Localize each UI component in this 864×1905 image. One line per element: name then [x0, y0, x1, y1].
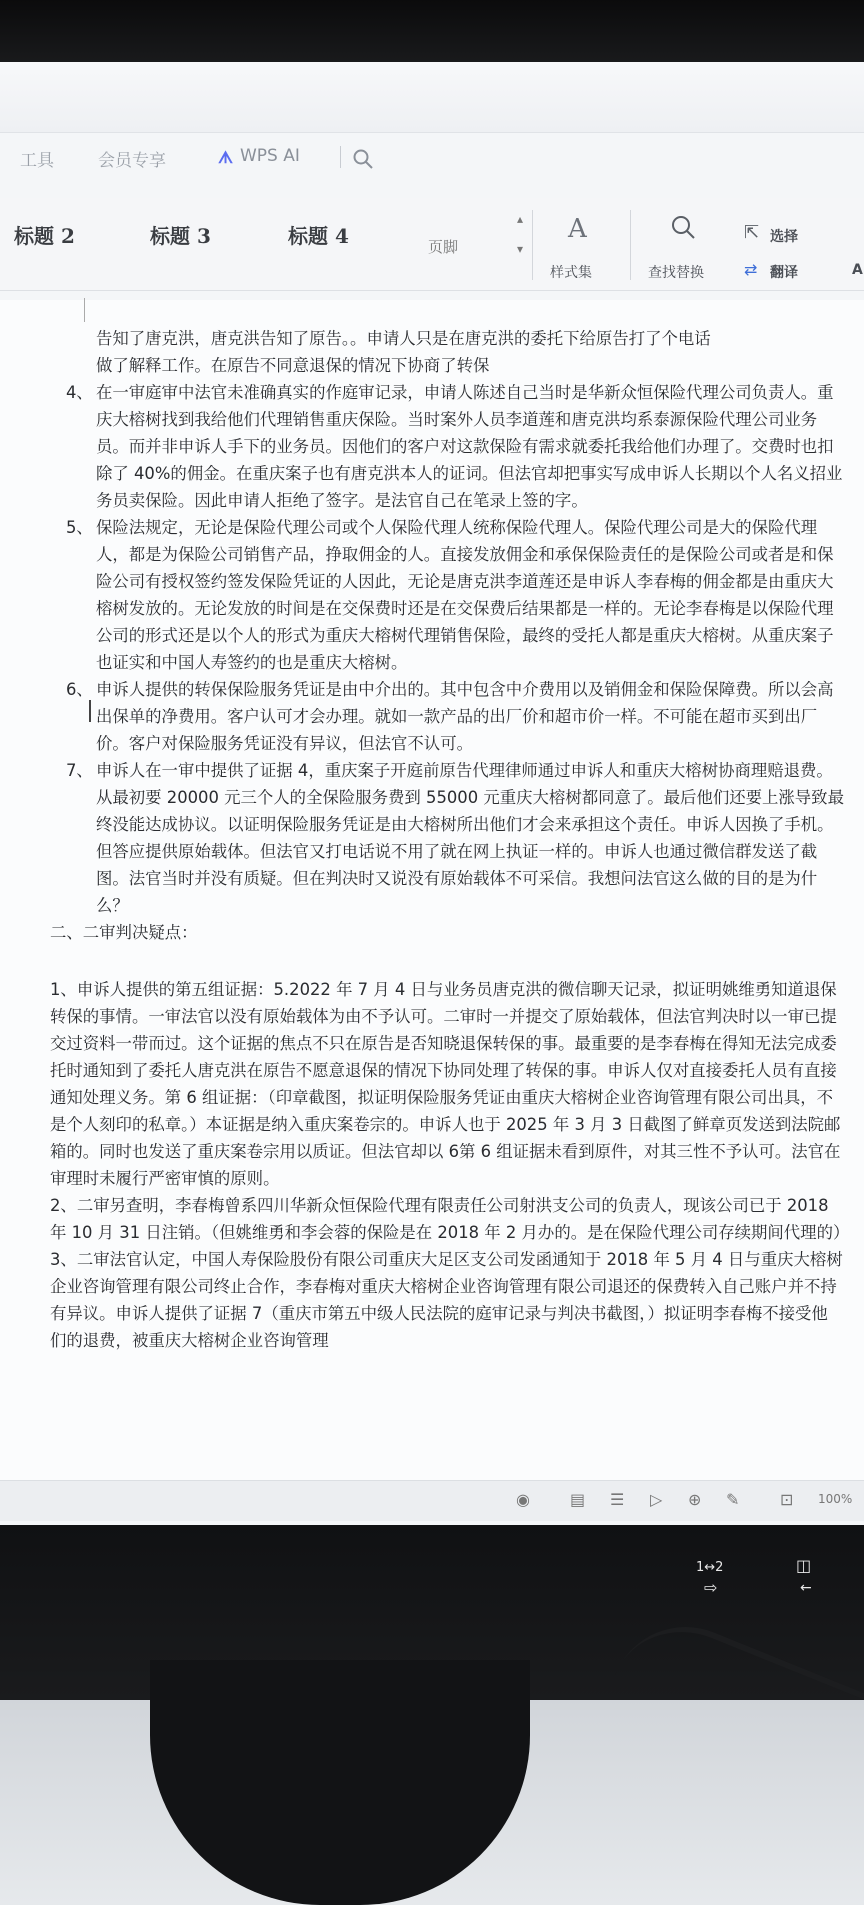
- find-replace-icon[interactable]: [670, 214, 696, 240]
- reading-mode-icon[interactable]: ◉: [516, 1490, 530, 1509]
- menu-item-tools[interactable]: 工具: [20, 151, 54, 171]
- style-heading-2[interactable]: 标题 2: [14, 224, 75, 248]
- paragraph: 2、二审另查明，李春梅曾系四川华新众恒保险代理有限责任公司射洪支公司的负责人，现该公司已于 2018 年 10 月 31 日注销。（但姚维勇和李会蓉的保险是在 2018 年 2 月办的。是在保险代理公司存续期间代理的）: [50, 1196, 850, 1242]
- list-item-number: 6、: [66, 680, 93, 699]
- chevron-down-icon[interactable]: ▾: [517, 242, 524, 256]
- style-heading-3[interactable]: 标题 3: [150, 224, 211, 248]
- list-item-text: 保险法规定，无论是保险代理公司或个人保险代理人统称保险代理人。保险代理公司是大的保险代理人，都是为保险公司销售产品，挣取佣金的人。直接发放佣金和承保保险责任的是保险公司或者是和保险公司有授权签约签发保险凭证的人因此，无论是唐克洪李道莲还是申诉人李春梅的佣金都是由重庆大榕树发放的。无论发放的时间是在交保费时还是在交保费后结果都是一样的。无论李春梅是以保险代理公司的形式还是以个人的形式为重庆大榕树代理销售保险，最终的受托人都是重庆大榕树。从重庆案子也证实和中国人寿签约的也是重庆大榕树。: [96, 518, 834, 672]
- list-item: [66, 757, 844, 919]
- select-button[interactable]: 选择: [770, 229, 798, 245]
- document-body[interactable]: [50, 325, 850, 1354]
- list-item: [66, 514, 844, 676]
- zoom-level[interactable]: 100%: [818, 1492, 853, 1506]
- cursor-select-icon[interactable]: ⇱: [744, 222, 760, 243]
- list-item: [66, 676, 844, 757]
- outline-view-icon[interactable]: ☰: [610, 1490, 625, 1509]
- back-arrow-icon: ←: [800, 1580, 812, 1596]
- list-item-number: 5、: [66, 518, 93, 537]
- section-heading: 二、二审判决疑点：: [50, 923, 198, 942]
- intro-line: 告知了唐克洪，唐克洪告知了原告。。申请人只是在唐克洪的委托下给原告打了个电话: [96, 329, 711, 348]
- list-item-text: 申诉人在一审中提供了证据 4，重庆案子开庭前原告代理律师通过申诉人和重庆大榕树协商理赔退费。从最初要 20000 元三个人的全保险服务费到 55000 元重庆大榕树都同意了。最后他们还要上涨导致最终没能达成协议。以证明保险服务凭证是由大榕树所出他们才会来承担这个责任。申诉人因换了手机。但答应提供原始载体。但法官又打电话说不用了就在网上执证一样的。申诉人也通过微信群发送了截图。法官当时并没有质疑。但在判决时又说没有原始载体不可采信。我想问法官这么做的目的是为什么？: [96, 761, 844, 915]
- intro-line: 做了解释工作。在原告不同意退保的情况下协商了转保: [96, 356, 490, 375]
- list-item-text: 申诉人提供的转保保险服务凭证是由中介出的。其中包含中介费用以及销佣金和保险保障费。所以会高出保单的净费用。客户认可才会办理。就如一款产品的出厂价和超市价一样。不可能在超市买到出厂价。客户对保险服务凭证没有异议，但法官不认可。: [96, 680, 834, 753]
- style-set-button[interactable]: 样式集: [550, 265, 592, 281]
- translate-button[interactable]: 翻译: [770, 265, 798, 281]
- blank-line: [96, 946, 844, 976]
- chevron-up-icon[interactable]: ▴: [517, 212, 524, 226]
- translate-icon[interactable]: ⇄: [744, 260, 758, 279]
- search-icon[interactable]: [352, 148, 374, 170]
- fit-page-icon[interactable]: ⊡: [780, 1490, 794, 1509]
- monitor-sensor-icon: ◫: [796, 1556, 812, 1575]
- style-heading-4[interactable]: 标题 4: [288, 224, 349, 248]
- play-icon[interactable]: ▷: [650, 1490, 663, 1509]
- wps-ai-icon: ᗑ: [218, 148, 234, 167]
- input-source-icon: ⇨: [704, 1578, 718, 1597]
- find-replace-button[interactable]: 查找替换: [648, 265, 704, 281]
- style-set-icon[interactable]: A: [568, 214, 587, 244]
- pen-icon[interactable]: ✎: [726, 1490, 740, 1509]
- menu-item-member[interactable]: 会员专享: [98, 151, 166, 171]
- paragraph: 3、二审法官认定，中国人寿保险股份有限公司重庆大足区支公司发函通知于 2018 年 5 月 4 日与重庆大榕树企业咨询管理有限公司终止合作，李春梅对重庆大榕树企业咨询管理有限公司退还的保费转入自己账户并不持有异议。申诉人提供了证据 7（重庆市第五中级人民法院的庭审记录与判决书截图，）拟证明李春梅不接受他们的退费，被重庆大榕树企业咨询管理: [50, 1250, 843, 1350]
- text-cursor: [89, 700, 91, 722]
- web-view-icon[interactable]: ⊕: [688, 1490, 702, 1509]
- ribbon-divider-2: [630, 210, 631, 280]
- style-footer[interactable]: 页脚: [428, 238, 459, 256]
- page-corner-mark: [84, 298, 85, 322]
- menu-bar: [0, 62, 864, 133]
- list-item: [66, 379, 844, 514]
- paragraph: 1、申诉人提供的第五组证据：5.2022 年 7 月 4 日与业务员唐克洪的微信聊天记录，拟证明姚维勇知道退保转保的事情。一审法官以没有原始载体为由不予认可。二审时一并提交了原始载体，但法官判决时以一审已提交过资料一带而过。这个证据的焦点不只在原告是否知晓退保转保的事。最重要的是李春梅在得知无法完成委托时通知到了委托人唐克洪在原告不愿意退保的情况下协同处理了转保的事。申诉人仅对直接委托人员有直接通知处理义务。第 6 组证据：（印章截图，拟证明保险服务凭证由重庆大榕树企业咨询管理有限公司出具，不是个人刻印的私章。）本证据是纳入重庆案卷宗的。申诉人也于 2025 年 3 月 3 日截图了鲜章页发送到法院邮箱的。同时也发送了重庆案卷宗用以质证。但法官却以 6第 6 组证据未看到原件，对其三性不予认可。法官在审理时未履行严密审慎的原则。: [50, 980, 841, 1188]
- list-item-number: 7、: [66, 761, 93, 780]
- menu-item-wps-ai[interactable]: WPS AI: [240, 146, 300, 166]
- display-switch-label: 1↔2: [696, 1560, 724, 1575]
- menu-divider: [340, 146, 341, 168]
- ribbon-divider: [532, 210, 533, 280]
- ribbon-edge-label: A: [852, 262, 863, 278]
- page-view-icon[interactable]: ▤: [570, 1490, 586, 1509]
- list-item-text: 在一审庭审中法官未准确真实的作庭审记录，申请人陈述自己当时是华新众恒保险代理公司负责人。重庆大榕树找到我给他们代理销售重庆保险。当时案外人员李道莲和唐克洪均系泰源保险代理公司业务员。而并非申诉人手下的业务员。因他们的客户对这款保险有需求就委托我给他们办理了。交费时也扣除了 40%的佣金。在重庆案子也有唐克洪本人的证词。但法官却把事实写成申诉人长期以个人名义招业务员卖保险。因此申请人拒绝了签字。是法官自己在笔录上签的字。: [96, 383, 843, 510]
- list-item-number: 4、: [66, 383, 93, 402]
